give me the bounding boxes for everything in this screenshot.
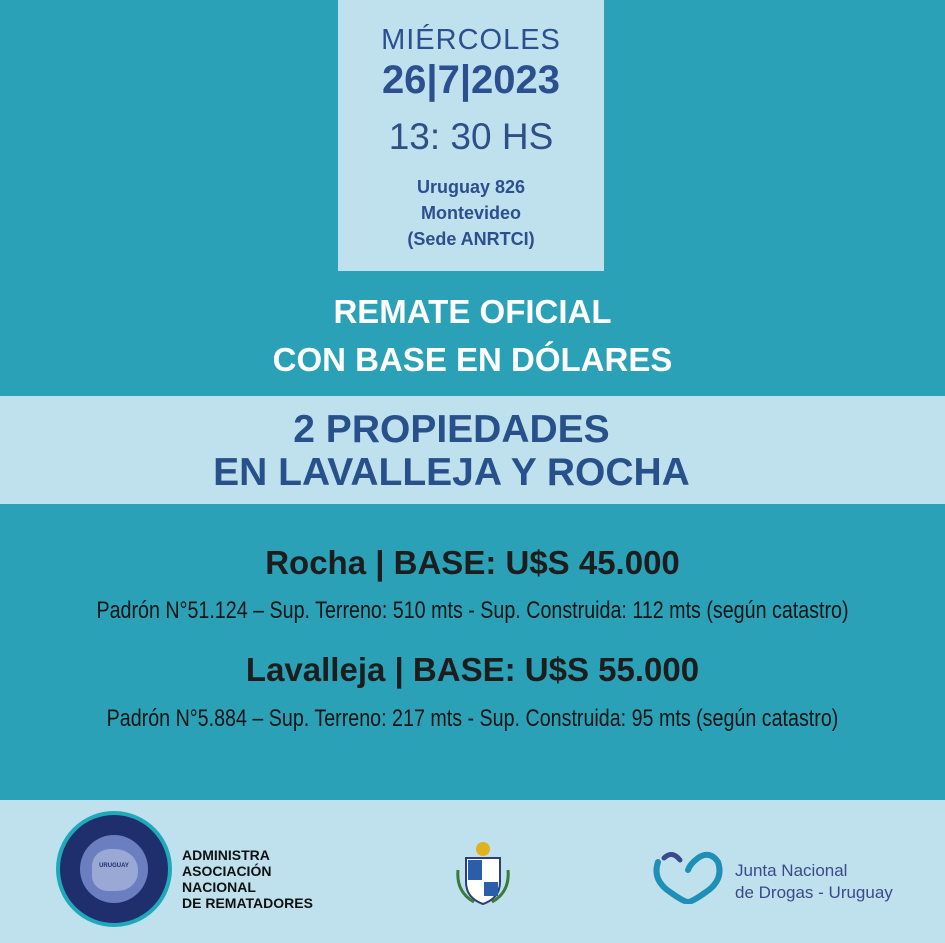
junta-nacional-text	[735, 860, 893, 904]
event-date: 26|7|2023	[381, 58, 561, 102]
logo-inner-disc	[80, 835, 148, 903]
property-title-lavalleja: Lavalleja | BASE: U$S 55.000	[245, 651, 700, 688]
admin-line-3: NACIONAL	[182, 879, 256, 895]
headline-line-1: REMATE OFICIAL	[333, 293, 612, 330]
event-address	[338, 174, 604, 252]
national-coat-of-arms-icon	[452, 840, 514, 908]
band-text	[0, 408, 903, 494]
jnd-line-1: Junta Nacional	[735, 861, 848, 880]
band-line-1: 2 PROPIEDADES	[293, 408, 610, 451]
junta-heart-icon	[650, 848, 726, 904]
event-weekday: MIÉRCOLES	[381, 24, 561, 56]
footer	[0, 800, 945, 943]
uruguay-map-icon	[92, 849, 138, 891]
address-line-2: Montevideo	[420, 203, 521, 223]
address-line-1: Uruguay 826	[416, 177, 526, 197]
auction-headline	[0, 288, 945, 384]
admin-line-4: DE REMATADORES	[182, 895, 313, 911]
property-detail-rocha: Padrón N°51.124 – Sup. Terreno: 510 mts - Sup. Construida: 112 mts (según catastro)	[96, 597, 849, 624]
event-time: 13: 30 HS	[388, 116, 554, 157]
event-date-box	[338, 0, 604, 271]
administrator-text	[182, 847, 313, 911]
logo-label: URUGUAY	[99, 863, 129, 869]
property-detail-lavalleja: Padrón N°5.884 – Sup. Terreno: 217 mts - Sup. Construida: 95 mts (según catastro)	[106, 705, 839, 732]
admin-line-1: ADMINISTRA	[182, 847, 270, 863]
property-title-rocha: Rocha | BASE: U$S 45.000	[265, 544, 680, 581]
band-line-2: EN LAVALLEJA Y ROCHA	[213, 451, 690, 494]
headline-line-2: CON BASE EN DÓLARES	[272, 341, 673, 378]
properties-band	[0, 396, 945, 504]
address-line-3: (Sede ANRTCI)	[407, 229, 535, 249]
jnd-line-2: de Drogas - Uruguay	[735, 883, 893, 902]
admin-line-2: ASOCIACIÓN	[182, 863, 272, 879]
association-logo	[56, 811, 172, 927]
